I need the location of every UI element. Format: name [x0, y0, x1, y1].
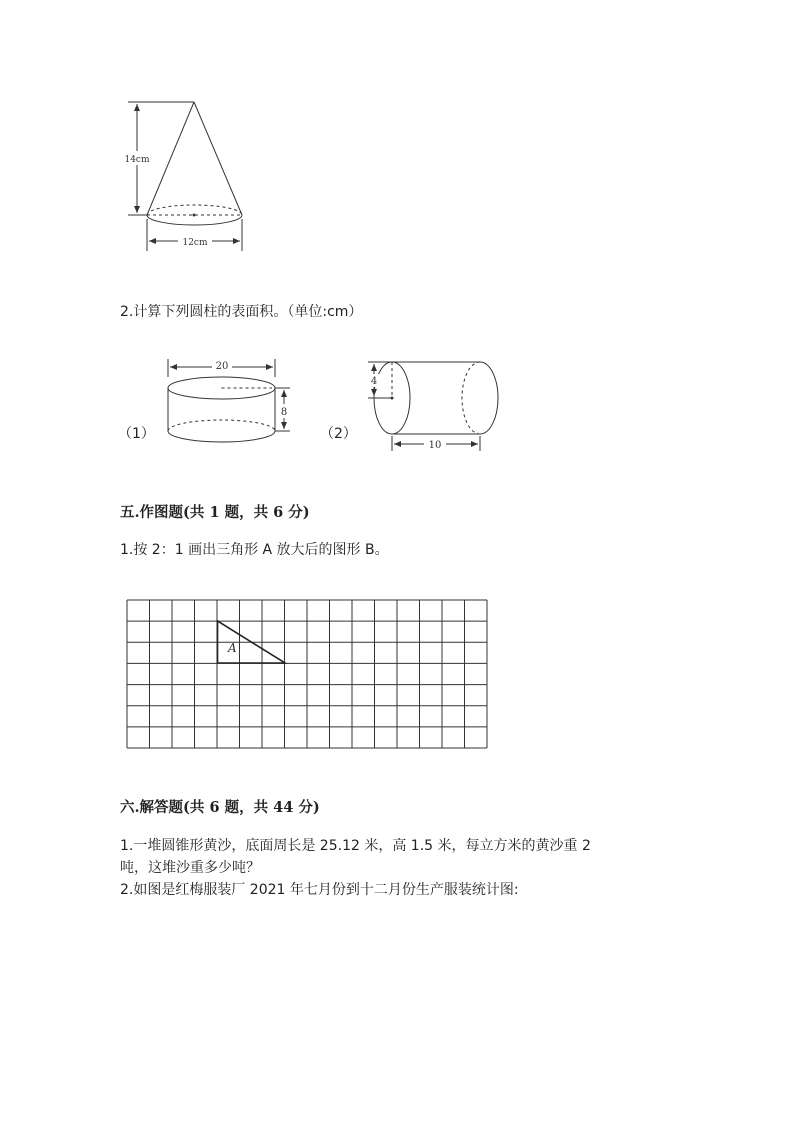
- cone-base-front: [147, 215, 242, 225]
- cyl1-height-arrowhead-top: [281, 390, 287, 397]
- cyl2-length-arrowhead-right: [471, 441, 478, 447]
- cyl2-radius-arrowhead-top: [371, 364, 377, 371]
- cone-diameter-arrowhead-right: [233, 238, 240, 244]
- cylinder-2-index: （2）: [320, 426, 357, 442]
- cyl1-bottom-back: [168, 420, 275, 431]
- cone-base-back: [147, 205, 242, 215]
- section-6-question-1-line2: 吨，这堆沙重多少吨？: [120, 860, 260, 876]
- cylinder-2-figure: [362, 358, 502, 453]
- cyl1-height-arrowhead-bottom: [281, 422, 287, 429]
- triangle-a-label: A: [228, 641, 237, 655]
- cone-figure: [110, 95, 260, 255]
- cone-left-side: [147, 102, 194, 215]
- question-2-text: 2.计算下列圆柱的表面积。（单位:cm）: [120, 304, 363, 320]
- cyl1-diameter-arrowhead-left: [170, 364, 177, 370]
- cyl1-diameter-label: 20: [215, 361, 229, 372]
- cyl1-height-label: 8: [280, 407, 288, 418]
- cyl2-right-face-front: [480, 362, 498, 434]
- cone-height-label: 14cm: [124, 155, 150, 165]
- cyl2-radius-arrowhead-bottom: [371, 389, 377, 396]
- cone-height-arrowhead-bottom: [134, 206, 140, 213]
- cone-height-arrowhead-top: [134, 104, 140, 111]
- cone-right-side: [194, 102, 242, 215]
- cylinder-1-index: （1）: [118, 426, 155, 442]
- section-6-question-1-line1: 1.一堆圆锥形黄沙，底面周长是 25.12 米，高 1.5 米，每立方米的黄沙重 2: [120, 838, 591, 854]
- grid-lines: [127, 600, 487, 748]
- section-5-heading: 五.作图题(共 1 题，共 6 分): [120, 504, 310, 521]
- cyl2-length-label: 10: [428, 440, 442, 451]
- cyl1-diameter-arrowhead-right: [266, 364, 273, 370]
- cone-base-center: [193, 214, 196, 217]
- section-6-heading: 六.解答题(共 6 题，共 44 分): [120, 799, 320, 816]
- section-6-question-2: 2.如图是红梅服装厂 2021 年七月份到十二月份生产服装统计图:: [120, 882, 519, 898]
- section-5-question-1: 1.按 2：1 画出三角形 A 放大后的图形 B。: [120, 542, 389, 558]
- cyl2-right-face-back: [462, 362, 480, 434]
- cyl2-radius-label: 4: [370, 376, 378, 387]
- cone-diameter-arrowhead-left: [149, 238, 156, 244]
- cyl1-bottom-front: [168, 431, 275, 442]
- cone-diameter-label: 12cm: [182, 238, 208, 248]
- cylinder-1-figure: [160, 355, 300, 450]
- drawing-grid: [125, 598, 491, 752]
- cyl2-length-arrowhead-left: [394, 441, 401, 447]
